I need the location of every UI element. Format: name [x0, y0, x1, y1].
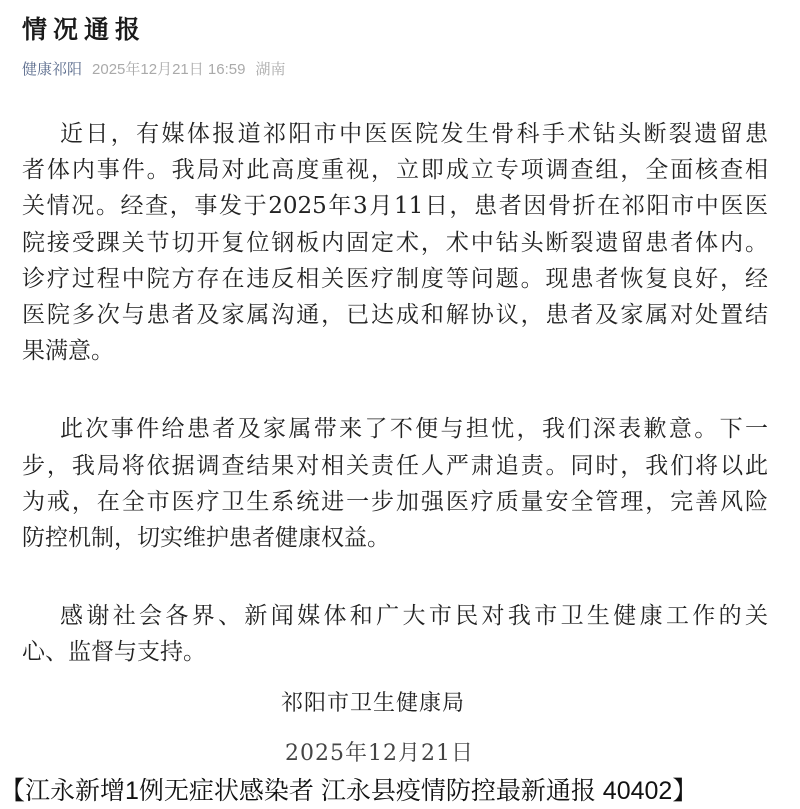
text-line: 院接受踝关节切开复位钢板内固定术，术中钻头断裂遗留患者体内。	[22, 229, 768, 256]
text-line: 步，我局将依据调查结果对相关责任人严肃追责。同时，我们将以此	[22, 452, 768, 479]
source-account-link[interactable]: 健康祁阳	[22, 61, 83, 78]
paragraph	[22, 411, 768, 556]
paragraph	[22, 116, 768, 369]
signature-block	[0, 690, 740, 718]
text-line: 者体内事件。我局对此高度重视，立即成立专项调查组，全面核查相	[22, 157, 768, 184]
text-line: 为戒，在全市医疗卫生系统进一步加强医疗质量安全管理，完善风险	[22, 488, 768, 515]
text-line: 诊疗过程中院方存在违反相关医疗制度等问题。现患者恢复良好，经	[22, 265, 768, 292]
text-line: 防控机制，切实维护患者健康权益。	[22, 524, 390, 551]
text-line: 近日，有媒体报道祁阳市中医医院发生骨科手术钻头断裂遗留患	[60, 121, 768, 147]
signature-date: 2025年12月21日	[285, 741, 474, 766]
text-line: 心、监督与支持。	[22, 639, 206, 666]
article-meta	[22, 58, 285, 79]
text-line: 医院多次与患者及家属沟通，已达成和解协议，患者及家属对处置结	[22, 301, 768, 328]
page-title: 情况通报	[22, 15, 147, 44]
text-line: 果满意。	[22, 338, 114, 365]
article-body	[22, 116, 768, 712]
signature-org: 祁阳市卫生健康局	[280, 691, 465, 716]
publish-datetime: 2025年12月21日 16:59	[92, 61, 246, 78]
text-line: 此次事件给患者及家属带来了不便与担忧，我们深表歉意。下一	[60, 416, 768, 443]
text-line: 感谢社会各界、新闻媒体和广大市民对我市卫生健康工作的关	[60, 603, 768, 630]
text-line: 关情况。经查，事发于2025年3月11日，患者因骨折在祁阳市中医医	[22, 193, 768, 220]
image-caption: 【江永新增1例无症状感染者 江永县疫情防控最新通报 40402】	[0, 777, 698, 805]
publish-location: 湖南	[255, 61, 286, 78]
paragraph	[22, 598, 768, 670]
